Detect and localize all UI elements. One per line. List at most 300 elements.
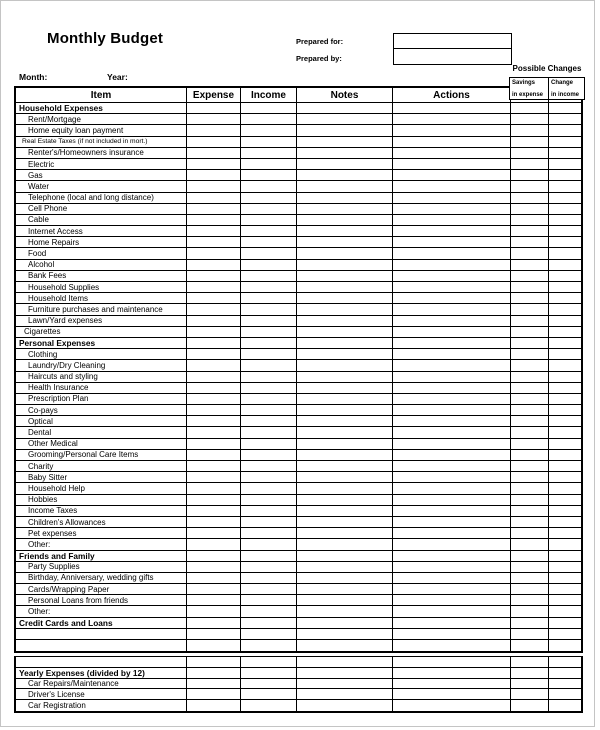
cell-actions[interactable]: [393, 506, 511, 516]
cell-expense[interactable]: [187, 170, 241, 180]
cell-notes[interactable]: [297, 689, 393, 699]
cell-income[interactable]: [241, 103, 297, 113]
cell-actions[interactable]: [393, 282, 511, 292]
cell-notes[interactable]: [297, 260, 393, 270]
cell-notes[interactable]: [297, 405, 393, 415]
cell-income[interactable]: [241, 679, 297, 689]
cell-notes[interactable]: [297, 248, 393, 258]
cell-change[interactable]: [549, 584, 581, 594]
cell-actions[interactable]: [393, 606, 511, 616]
cell-income[interactable]: [241, 668, 297, 678]
cell-expense[interactable]: [187, 640, 241, 651]
cell-actions[interactable]: [393, 439, 511, 449]
cell-change[interactable]: [549, 506, 581, 516]
cell-expense[interactable]: [187, 679, 241, 689]
cell-savings[interactable]: [511, 427, 549, 437]
cell-expense[interactable]: [187, 394, 241, 404]
cell-expense[interactable]: [187, 226, 241, 236]
cell-income[interactable]: [241, 562, 297, 572]
cell-savings[interactable]: [511, 159, 549, 169]
cell-income[interactable]: [241, 618, 297, 628]
cell-savings[interactable]: [511, 689, 549, 699]
cell-expense[interactable]: [187, 327, 241, 337]
cell-notes[interactable]: [297, 237, 393, 247]
cell-notes[interactable]: [297, 506, 393, 516]
cell-savings[interactable]: [511, 640, 549, 651]
cell-savings[interactable]: [511, 495, 549, 505]
cell-savings[interactable]: [511, 148, 549, 158]
cell-expense[interactable]: [187, 416, 241, 426]
cell-notes[interactable]: [297, 271, 393, 281]
cell-expense[interactable]: [187, 517, 241, 527]
cell-actions[interactable]: [393, 657, 511, 667]
cell-income[interactable]: [241, 304, 297, 314]
cell-savings[interactable]: [511, 360, 549, 370]
cell-actions[interactable]: [393, 562, 511, 572]
cell-savings[interactable]: [511, 137, 549, 147]
cell-notes[interactable]: [297, 215, 393, 225]
cell-change[interactable]: [549, 148, 581, 158]
cell-savings[interactable]: [511, 394, 549, 404]
cell-savings[interactable]: [511, 193, 549, 203]
cell-expense[interactable]: [187, 528, 241, 538]
cell-change[interactable]: [549, 349, 581, 359]
cell-change[interactable]: [549, 181, 581, 191]
cell-expense[interactable]: [187, 427, 241, 437]
cell-change[interactable]: [549, 372, 581, 382]
cell-income[interactable]: [241, 506, 297, 516]
cell-change[interactable]: [549, 657, 581, 667]
cell-income[interactable]: [241, 461, 297, 471]
cell-savings[interactable]: [511, 304, 549, 314]
cell-expense[interactable]: [187, 562, 241, 572]
cell-income[interactable]: [241, 159, 297, 169]
cell-expense[interactable]: [187, 551, 241, 561]
cell-expense[interactable]: [187, 461, 241, 471]
cell-actions[interactable]: [393, 405, 511, 415]
cell-savings[interactable]: [511, 450, 549, 460]
cell-change[interactable]: [549, 327, 581, 337]
cell-income[interactable]: [241, 137, 297, 147]
cell-actions[interactable]: [393, 316, 511, 326]
cell-income[interactable]: [241, 148, 297, 158]
cell-savings[interactable]: [511, 562, 549, 572]
cell-notes[interactable]: [297, 349, 393, 359]
cell-actions[interactable]: [393, 248, 511, 258]
cell-expense[interactable]: [187, 689, 241, 699]
cell-income[interactable]: [241, 539, 297, 549]
cell-savings[interactable]: [511, 327, 549, 337]
cell-expense[interactable]: [187, 181, 241, 191]
cell-savings[interactable]: [511, 472, 549, 482]
cell-expense[interactable]: [187, 372, 241, 382]
cell-income[interactable]: [241, 170, 297, 180]
cell-actions[interactable]: [393, 125, 511, 135]
prepared-for-input[interactable]: [394, 34, 511, 49]
prepared-by-input[interactable]: [394, 49, 511, 64]
cell-notes[interactable]: [297, 204, 393, 214]
cell-expense[interactable]: [187, 405, 241, 415]
cell-actions[interactable]: [393, 427, 511, 437]
cell-change[interactable]: [549, 260, 581, 270]
cell-change[interactable]: [549, 416, 581, 426]
cell-notes[interactable]: [297, 282, 393, 292]
cell-change[interactable]: [549, 618, 581, 628]
cell-notes[interactable]: [297, 668, 393, 678]
cell-savings[interactable]: [511, 461, 549, 471]
cell-actions[interactable]: [393, 204, 511, 214]
cell-expense[interactable]: [187, 159, 241, 169]
cell-change[interactable]: [549, 689, 581, 699]
cell-expense[interactable]: [187, 338, 241, 348]
cell-actions[interactable]: [393, 260, 511, 270]
cell-change[interactable]: [549, 517, 581, 527]
cell-expense[interactable]: [187, 103, 241, 113]
cell-change[interactable]: [549, 483, 581, 493]
cell-savings[interactable]: [511, 595, 549, 605]
cell-savings[interactable]: [511, 606, 549, 616]
cell-expense[interactable]: [187, 271, 241, 281]
cell-notes[interactable]: [297, 181, 393, 191]
cell-notes[interactable]: [297, 539, 393, 549]
cell-actions[interactable]: [393, 103, 511, 113]
cell-income[interactable]: [241, 573, 297, 583]
cell-income[interactable]: [241, 282, 297, 292]
cell-income[interactable]: [241, 517, 297, 527]
cell-expense[interactable]: [187, 204, 241, 214]
cell-notes[interactable]: [297, 372, 393, 382]
cell-notes[interactable]: [297, 327, 393, 337]
cell-savings[interactable]: [511, 405, 549, 415]
cell-income[interactable]: [241, 700, 297, 711]
cell-savings[interactable]: [511, 416, 549, 426]
cell-actions[interactable]: [393, 528, 511, 538]
cell-change[interactable]: [549, 338, 581, 348]
cell-actions[interactable]: [393, 450, 511, 460]
cell-savings[interactable]: [511, 260, 549, 270]
cell-expense[interactable]: [187, 472, 241, 482]
cell-notes[interactable]: [297, 114, 393, 124]
cell-change[interactable]: [549, 103, 581, 113]
cell-expense[interactable]: [187, 282, 241, 292]
cell-actions[interactable]: [393, 170, 511, 180]
cell-notes[interactable]: [297, 226, 393, 236]
cell-actions[interactable]: [393, 551, 511, 561]
cell-actions[interactable]: [393, 629, 511, 639]
cell-expense[interactable]: [187, 148, 241, 158]
cell-savings[interactable]: [511, 584, 549, 594]
cell-notes[interactable]: [297, 700, 393, 711]
cell-income[interactable]: [241, 528, 297, 538]
cell-income[interactable]: [241, 125, 297, 135]
cell-income[interactable]: [241, 427, 297, 437]
cell-savings[interactable]: [511, 248, 549, 258]
cell-notes[interactable]: [297, 338, 393, 348]
cell-income[interactable]: [241, 114, 297, 124]
cell-notes[interactable]: [297, 528, 393, 538]
cell-income[interactable]: [241, 595, 297, 605]
cell-change[interactable]: [549, 114, 581, 124]
cell-savings[interactable]: [511, 293, 549, 303]
cell-notes[interactable]: [297, 416, 393, 426]
cell-income[interactable]: [241, 316, 297, 326]
cell-notes[interactable]: [297, 137, 393, 147]
cell-actions[interactable]: [393, 539, 511, 549]
cell-savings[interactable]: [511, 204, 549, 214]
cell-expense[interactable]: [187, 360, 241, 370]
cell-savings[interactable]: [511, 103, 549, 113]
cell-notes[interactable]: [297, 495, 393, 505]
cell-actions[interactable]: [393, 349, 511, 359]
cell-savings[interactable]: [511, 125, 549, 135]
cell-expense[interactable]: [187, 506, 241, 516]
cell-expense[interactable]: [187, 193, 241, 203]
cell-expense[interactable]: [187, 700, 241, 711]
cell-expense[interactable]: [187, 137, 241, 147]
cell-income[interactable]: [241, 551, 297, 561]
cell-savings[interactable]: [511, 316, 549, 326]
cell-expense[interactable]: [187, 595, 241, 605]
cell-savings[interactable]: [511, 483, 549, 493]
cell-income[interactable]: [241, 640, 297, 651]
cell-change[interactable]: [549, 539, 581, 549]
cell-notes[interactable]: [297, 360, 393, 370]
cell-actions[interactable]: [393, 416, 511, 426]
cell-savings[interactable]: [511, 226, 549, 236]
cell-actions[interactable]: [393, 700, 511, 711]
cell-actions[interactable]: [393, 679, 511, 689]
cell-expense[interactable]: [187, 248, 241, 258]
cell-income[interactable]: [241, 405, 297, 415]
cell-actions[interactable]: [393, 394, 511, 404]
cell-savings[interactable]: [511, 517, 549, 527]
cell-actions[interactable]: [393, 237, 511, 247]
cell-notes[interactable]: [297, 439, 393, 449]
cell-change[interactable]: [549, 495, 581, 505]
cell-income[interactable]: [241, 629, 297, 639]
cell-savings[interactable]: [511, 573, 549, 583]
cell-change[interactable]: [549, 125, 581, 135]
cell-change[interactable]: [549, 215, 581, 225]
cell-change[interactable]: [549, 271, 581, 281]
cell-change[interactable]: [549, 383, 581, 393]
cell-actions[interactable]: [393, 495, 511, 505]
cell-notes[interactable]: [297, 170, 393, 180]
cell-notes[interactable]: [297, 551, 393, 561]
cell-actions[interactable]: [393, 689, 511, 699]
cell-change[interactable]: [549, 595, 581, 605]
cell-income[interactable]: [241, 383, 297, 393]
cell-savings[interactable]: [511, 528, 549, 538]
cell-expense[interactable]: [187, 114, 241, 124]
cell-actions[interactable]: [393, 327, 511, 337]
cell-notes[interactable]: [297, 629, 393, 639]
cell-expense[interactable]: [187, 483, 241, 493]
cell-expense[interactable]: [187, 584, 241, 594]
cell-expense[interactable]: [187, 125, 241, 135]
cell-income[interactable]: [241, 657, 297, 667]
cell-savings[interactable]: [511, 372, 549, 382]
cell-notes[interactable]: [297, 316, 393, 326]
cell-notes[interactable]: [297, 193, 393, 203]
cell-actions[interactable]: [393, 595, 511, 605]
cell-savings[interactable]: [511, 271, 549, 281]
cell-actions[interactable]: [393, 372, 511, 382]
cell-savings[interactable]: [511, 668, 549, 678]
cell-expense[interactable]: [187, 237, 241, 247]
cell-income[interactable]: [241, 349, 297, 359]
cell-notes[interactable]: [297, 562, 393, 572]
cell-expense[interactable]: [187, 495, 241, 505]
cell-notes[interactable]: [297, 304, 393, 314]
cell-savings[interactable]: [511, 618, 549, 628]
cell-change[interactable]: [549, 450, 581, 460]
cell-change[interactable]: [549, 606, 581, 616]
cell-notes[interactable]: [297, 148, 393, 158]
cell-expense[interactable]: [187, 606, 241, 616]
cell-income[interactable]: [241, 181, 297, 191]
cell-actions[interactable]: [393, 137, 511, 147]
cell-actions[interactable]: [393, 304, 511, 314]
cell-savings[interactable]: [511, 114, 549, 124]
cell-savings[interactable]: [511, 700, 549, 711]
cell-savings[interactable]: [511, 282, 549, 292]
cell-expense[interactable]: [187, 657, 241, 667]
cell-actions[interactable]: [393, 159, 511, 169]
cell-change[interactable]: [549, 137, 581, 147]
cell-actions[interactable]: [393, 618, 511, 628]
cell-actions[interactable]: [393, 573, 511, 583]
cell-income[interactable]: [241, 450, 297, 460]
cell-actions[interactable]: [393, 114, 511, 124]
cell-actions[interactable]: [393, 517, 511, 527]
cell-savings[interactable]: [511, 629, 549, 639]
cell-expense[interactable]: [187, 349, 241, 359]
cell-actions[interactable]: [393, 461, 511, 471]
cell-change[interactable]: [549, 427, 581, 437]
cell-change[interactable]: [549, 640, 581, 651]
cell-income[interactable]: [241, 495, 297, 505]
cell-expense[interactable]: [187, 304, 241, 314]
cell-actions[interactable]: [393, 383, 511, 393]
cell-expense[interactable]: [187, 439, 241, 449]
cell-change[interactable]: [549, 237, 581, 247]
cell-change[interactable]: [549, 700, 581, 711]
cell-change[interactable]: [549, 461, 581, 471]
cell-notes[interactable]: [297, 461, 393, 471]
cell-actions[interactable]: [393, 181, 511, 191]
cell-savings[interactable]: [511, 215, 549, 225]
cell-change[interactable]: [549, 248, 581, 258]
cell-savings[interactable]: [511, 539, 549, 549]
cell-income[interactable]: [241, 193, 297, 203]
cell-income[interactable]: [241, 338, 297, 348]
cell-change[interactable]: [549, 170, 581, 180]
cell-expense[interactable]: [187, 215, 241, 225]
cell-notes[interactable]: [297, 517, 393, 527]
cell-notes[interactable]: [297, 679, 393, 689]
cell-notes[interactable]: [297, 573, 393, 583]
cell-actions[interactable]: [393, 215, 511, 225]
cell-actions[interactable]: [393, 338, 511, 348]
cell-notes[interactable]: [297, 450, 393, 460]
cell-savings[interactable]: [511, 439, 549, 449]
cell-income[interactable]: [241, 260, 297, 270]
cell-notes[interactable]: [297, 394, 393, 404]
cell-expense[interactable]: [187, 260, 241, 270]
cell-actions[interactable]: [393, 226, 511, 236]
cell-income[interactable]: [241, 472, 297, 482]
cell-notes[interactable]: [297, 293, 393, 303]
cell-expense[interactable]: [187, 539, 241, 549]
cell-income[interactable]: [241, 226, 297, 236]
cell-actions[interactable]: [393, 472, 511, 482]
cell-savings[interactable]: [511, 170, 549, 180]
cell-actions[interactable]: [393, 148, 511, 158]
cell-change[interactable]: [549, 282, 581, 292]
cell-actions[interactable]: [393, 193, 511, 203]
cell-change[interactable]: [549, 394, 581, 404]
cell-notes[interactable]: [297, 427, 393, 437]
cell-notes[interactable]: [297, 383, 393, 393]
cell-change[interactable]: [549, 573, 581, 583]
cell-income[interactable]: [241, 215, 297, 225]
cell-change[interactable]: [549, 551, 581, 561]
cell-notes[interactable]: [297, 472, 393, 482]
cell-actions[interactable]: [393, 483, 511, 493]
cell-notes[interactable]: [297, 483, 393, 493]
cell-change[interactable]: [549, 193, 581, 203]
cell-savings[interactable]: [511, 679, 549, 689]
cell-change[interactable]: [549, 293, 581, 303]
cell-income[interactable]: [241, 293, 297, 303]
cell-savings[interactable]: [511, 657, 549, 667]
cell-expense[interactable]: [187, 450, 241, 460]
cell-notes[interactable]: [297, 618, 393, 628]
cell-actions[interactable]: [393, 360, 511, 370]
cell-savings[interactable]: [511, 551, 549, 561]
cell-savings[interactable]: [511, 383, 549, 393]
cell-change[interactable]: [549, 439, 581, 449]
cell-change[interactable]: [549, 668, 581, 678]
cell-income[interactable]: [241, 204, 297, 214]
cell-expense[interactable]: [187, 668, 241, 678]
cell-income[interactable]: [241, 689, 297, 699]
cell-income[interactable]: [241, 584, 297, 594]
cell-change[interactable]: [549, 226, 581, 236]
cell-savings[interactable]: [511, 181, 549, 191]
cell-expense[interactable]: [187, 316, 241, 326]
cell-change[interactable]: [549, 316, 581, 326]
cell-expense[interactable]: [187, 573, 241, 583]
cell-income[interactable]: [241, 237, 297, 247]
cell-income[interactable]: [241, 439, 297, 449]
cell-change[interactable]: [549, 528, 581, 538]
cell-change[interactable]: [549, 679, 581, 689]
cell-notes[interactable]: [297, 125, 393, 135]
cell-notes[interactable]: [297, 584, 393, 594]
cell-savings[interactable]: [511, 349, 549, 359]
cell-change[interactable]: [549, 629, 581, 639]
cell-change[interactable]: [549, 562, 581, 572]
cell-savings[interactable]: [511, 237, 549, 247]
cell-income[interactable]: [241, 372, 297, 382]
cell-actions[interactable]: [393, 293, 511, 303]
cell-actions[interactable]: [393, 271, 511, 281]
cell-notes[interactable]: [297, 640, 393, 651]
cell-notes[interactable]: [297, 103, 393, 113]
cell-actions[interactable]: [393, 640, 511, 651]
